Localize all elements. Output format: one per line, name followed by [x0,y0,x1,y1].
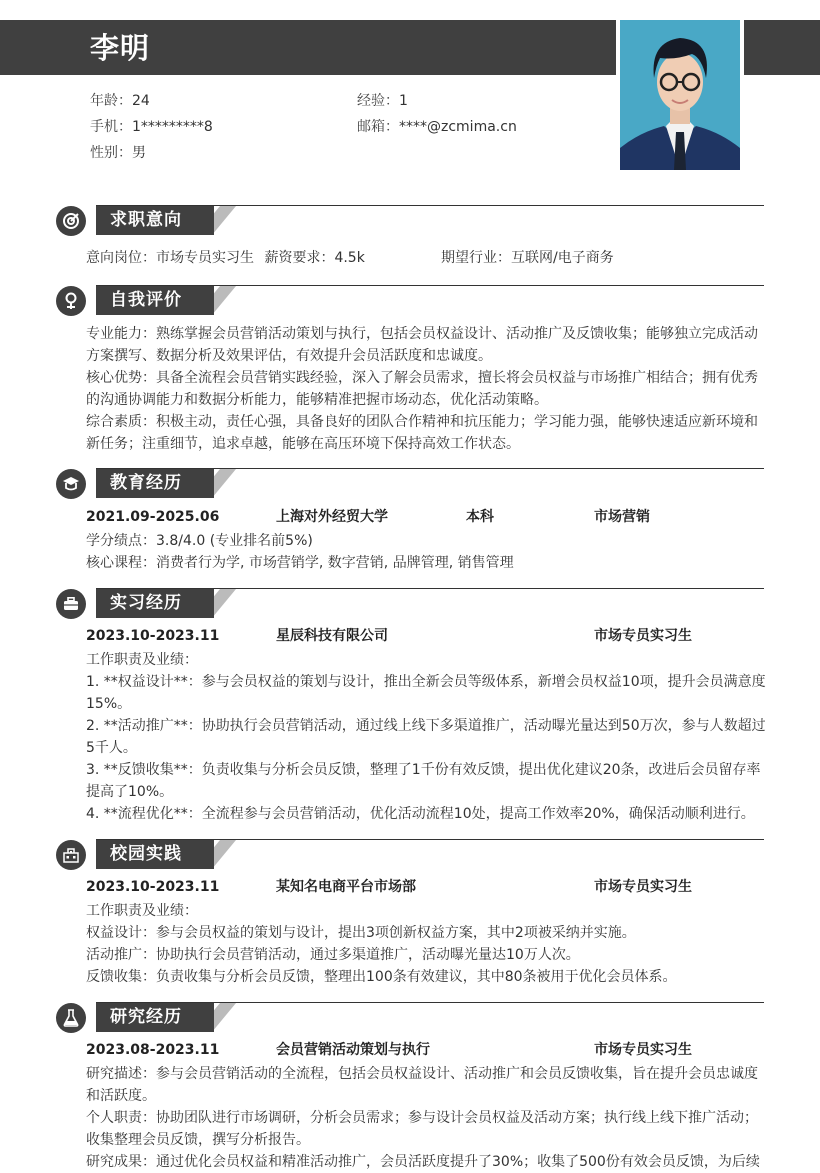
flask-icon [56,1003,86,1033]
paragraph: 核心优势：具备全流程会员营销实践经验，深入了解会员需求，擅长将会员权益与市场推广相结合；拥有优秀的沟通协调能力和数据分析能力，能够精准把握市场动态，优化活动策略。 [86,370,758,408]
building-icon [56,840,86,870]
phone-field: 手机：1*********8 [90,119,213,135]
internship-details: 工作职责及业绩： 1. **权益设计**：参与会员权益的策划与设计，推出全新会员等级体系，新增会员权益10项，提升会员满意度15%。 2. **活动推广**：协助执行会员营销活动，通过线上线下多渠道推广，活动曝光量达到50万次，参与人数超过5千人。 3. **反馈收集**：负责收集与分析会员反馈，整理了1千份有效反馈，提出优化建议20条，改进后会员留存率提高了10%。 4. **流程优化**：全流程参与会员营销活动，优化活动流程10处，提高工作效率20%，确保活动顺利进行。 [86,652,766,822]
campus-details: 工作职责及业绩： 权益设计：参与会员权益的策划与设计，提出3项创新权益方案，其中2项被采纳并实施。 活动推广：协助执行会员营销活动，通过多渠道推广，活动曝光量达10万人次。 反馈收集：负责收集与分析会员反馈，整理出100条有效建议，其中80条被用于优化会员体系。 [86,903,677,985]
education-row [86,506,766,528]
paragraph: 综合素质：积极主动，责任心强，具备良好的团队合作精神和抗压能力；学习能力强，能够快速适应新环境和新任务；注重细节，追求卓越，能够在高压环境下保持高效工作状态。 [86,414,758,452]
header-bar-right [744,20,820,75]
section-header-research [56,1002,764,1034]
paragraph: 专业能力：熟练掌握会员营销活动策划与执行，包括会员权益设计、活动推广及反馈收集；能够独立完成活动方案撰写、数据分析及效果评估，有效提升会员活跃度和忠诚度。 [86,326,758,364]
internship-row [86,625,766,647]
experience-field: 经验：1 [357,93,408,109]
section-header-intention [56,205,764,237]
profile-photo [620,20,740,170]
section-title: 教育经历 [96,469,214,498]
intention-row [86,247,766,269]
expected-salary: 薪资要求：4.5k [264,250,365,266]
intended-position: 意向岗位：市场专员实习生 [86,250,254,266]
campus-period: 2023.10-2023.11 [86,879,220,895]
internship-period: 2023.10-2023.11 [86,628,220,644]
section-title: 自我评价 [96,286,214,315]
briefcase-icon [56,589,86,619]
section-header-education [56,468,764,500]
section-title: 研究经历 [96,1003,214,1032]
graduation-cap-icon [56,469,86,499]
section-header-campus [56,839,764,871]
campus-row [86,876,766,898]
campus-role: 市场专员实习生 [594,879,692,895]
company-name: 星辰科技有限公司 [276,628,388,644]
degree: 本科 [466,509,494,525]
self-evaluation-text [86,323,766,455]
email-field: 邮箱：****@zcmima.cn [357,119,517,135]
section-title: 求职意向 [96,206,214,235]
gender-field: 性别：男 [90,145,146,161]
person-portrait-icon [620,20,740,170]
section-title: 实习经历 [96,589,214,618]
research-role: 市场专员实习生 [594,1042,692,1058]
major: 市场营销 [594,509,650,525]
research-row [86,1039,766,1061]
education-details: 学分绩点：3.8/4.0 (专业排名前5%) 核心课程：消费者行为学, 市场营销学, 数字营销, 品牌管理, 销售管理 [86,533,514,571]
target-icon [56,206,86,236]
age-field: 年龄：24 [90,93,150,109]
expected-industry: 期望行业：互联网/电子商务 [441,250,614,266]
section-header-internship [56,588,764,620]
section-header-self-evaluation [56,285,764,317]
school-name: 上海对外经贸大学 [276,509,388,525]
job-role: 市场专员实习生 [594,628,692,644]
candidate-name: 李明 [90,31,151,65]
section-title: 校园实践 [96,840,214,869]
research-details: 研究描述：参与会员营销活动的全流程，包括会员权益设计、活动推广和会员反馈收集，旨在提升会员忠诚度和活跃度。 个人职责：协助团队进行市场调研，分析会员需求；参与设计会员权益及活动方案；执行线上线下推广活动；收集整理会员反馈，撰写分析报告。 研究成果：通过优化会员权益和精准活动推广，会员活跃度提升了30%；收集了500份有效会员反馈，为后续 [86,1066,760,1170]
medal-icon [56,286,86,316]
organization-name: 某知名电商平台市场部 [276,879,416,895]
project-name: 会员营销活动策划与执行 [276,1042,430,1058]
research-period: 2023.08-2023.11 [86,1042,220,1058]
education-period: 2021.09-2025.06 [86,509,220,525]
